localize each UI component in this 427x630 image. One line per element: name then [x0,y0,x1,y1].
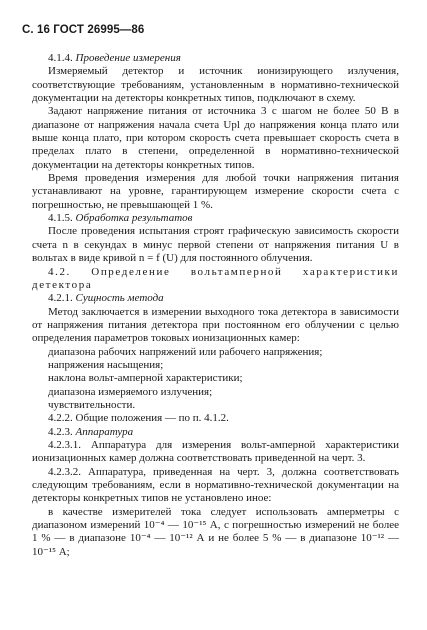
section-title: Обработка результатов [75,212,193,225]
paragraph: 4.2.3.1. Аппаратура для измерения вольт-амперной характеристики ионизационных камер должна соответствовать приведенной на черт. 3. [32,438,399,465]
section-number: 4.1.4. [48,52,76,64]
section-number: 4.2.3. [48,425,76,438]
paragraph: Измеряемый детектор и источник ионизирующего излучения, соответствующие требованиям, установленным в нормативно-технической документации на детекторы конкретных типов, подключают в схему. [32,65,399,105]
list-item: напряжения насыщения; [48,358,164,371]
paragraph: После проведения испытания строят графическую зависимость скорости счета n в секундах в минус первой степени от напряжения питания U в вольтах в виде кривой n = f (U) для постоянного облучения. [32,225,399,265]
section-4-1-5-heading [32,212,399,225]
section-title: Проведение измерения [75,52,181,64]
section-4-1-4-heading [32,52,399,65]
list-item: диапазона измеряемого излучения; [48,385,213,398]
paragraph: Время проведения измерения для любой точки напряжения питания устанавливают на уровне, гарантирующем измерение скорости счета с погрешностью, не превышающей 1 %. [32,172,399,211]
page-header: С. 16 ГОСТ 26995—86 [22,24,145,36]
section-title: Аппаратура [75,425,134,438]
paragraph: 4.2.3.2. Аппаратура, приведенная на черт. 3, должна соответствовать следующим требованиям, если в нормативно-технической документации на детекторы конкретных типов не установлено иное: [32,465,399,505]
paragraph: Задают напряжение питания от источника 3 с шагом не более 50 В в диапазоне от напряжения начала счета Upl до напряжения конца плато или выше конца плато, при котором скорость счета превышает скорость счета в пределах плато в степени, определенной в нормативно-технической документации на детекторы конкретных типов. [32,105,399,171]
paragraph: Метод заключается в измерении выходного тока детектора в зависимости от напряжения питания детектора при постоянном его облучении с целью определения параметров токовых ионизационных камер: [32,305,399,345]
section-4-2-1-heading [32,292,399,305]
document-body [32,52,399,559]
section-4-2-3-heading [32,426,399,439]
section-title: Сущность метода [75,292,164,305]
section-4-2-heading: 4.2. Определение вольтамперной характеристики детектора [32,265,399,291]
list-item: диапазона рабочих напряжений или рабочего напряжения; [48,345,323,358]
section-number: 4.1.5. [48,212,76,225]
paragraph: 4.2.2. Общие положения — по п. 4.1.2. [48,412,229,425]
list-item: чувствительности. [48,398,136,411]
list-item: наклона вольт-амперной характеристики; [48,372,243,385]
paragraph: в качестве измерителей тока следует использовать амперметры с диапазоном измерений 10⁻⁴ — 10⁻¹⁵ А, с погрешностью измерений не более 1 % — в диапазоне 10⁻⁴ — 10⁻¹² А и не более 5 % — в диапазоне 10⁻¹² — 10⁻¹⁵ А; [32,505,399,558]
section-number: 4.2.1. [48,292,76,305]
